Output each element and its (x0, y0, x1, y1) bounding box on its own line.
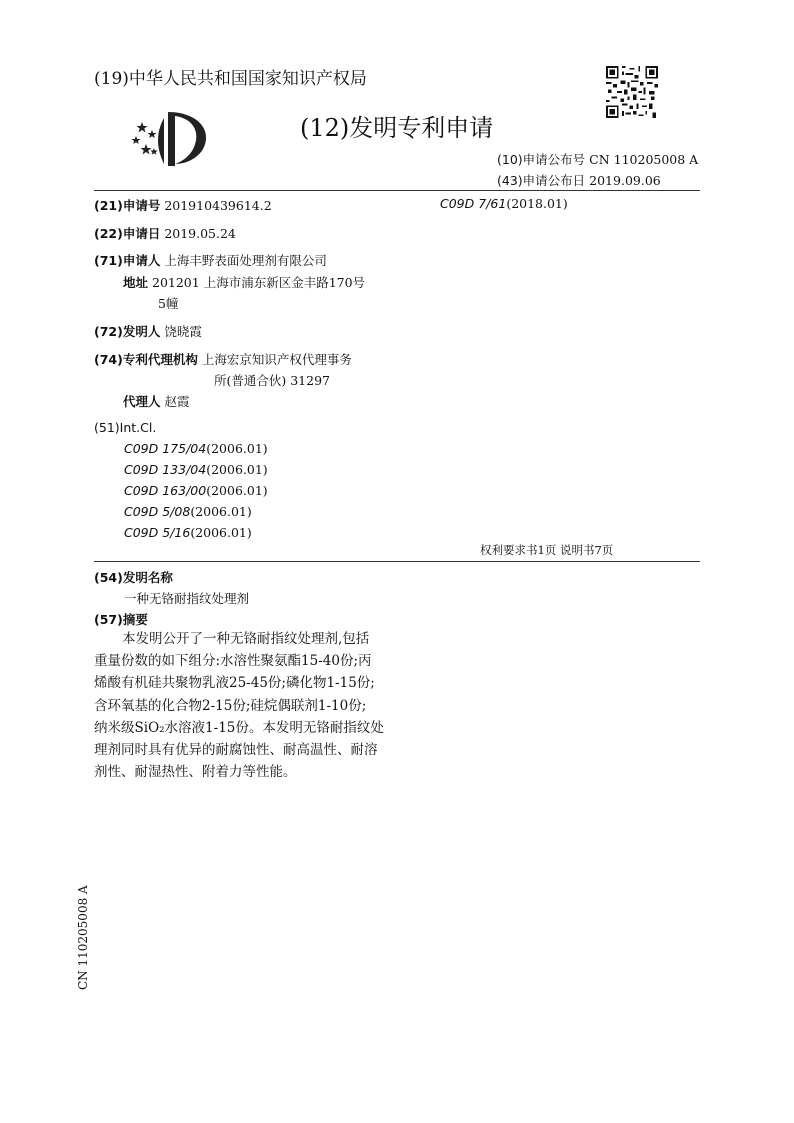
application-date (94, 224, 236, 242)
application-date-value: 2019.05.24 (164, 226, 236, 241)
main-classification-code: C09D 7/61 (440, 196, 507, 211)
agent (123, 392, 190, 410)
ipc-version: (2006.01) (206, 462, 268, 477)
ipc-item (124, 504, 252, 519)
address-line-1: 201201 上海市浦东新区金丰路170号 (152, 275, 366, 290)
application-number (94, 196, 272, 214)
patent-agency-label: (74)专利代理机构 (94, 352, 198, 367)
ipc-version: (2006.01) (190, 504, 252, 519)
invention-title: 一种无铬耐指纹处理剂 (124, 591, 250, 606)
address-label: 地址 (123, 275, 149, 290)
publication-date-label: (43)申请公布日 (497, 173, 586, 188)
applicant (94, 251, 327, 269)
ipc-item (124, 441, 268, 456)
application-number-label: (21)申请号 (94, 198, 161, 213)
applicant-label: (71)申请人 (94, 253, 161, 268)
cnipa-logo-icon (128, 108, 210, 170)
ipc-item (124, 483, 268, 498)
ipc-code: C09D 175/04 (124, 441, 207, 456)
inventor-label: (72)发明人 (94, 324, 161, 339)
abstract-line: 理剂同时具有优异的耐腐蚀性、耐高温性、耐溶 (94, 742, 378, 759)
title-label (94, 568, 173, 586)
abstract-line: 含环氧基的化合物2-15份;硅烷偶联剂1-10份; (94, 697, 367, 714)
ipc-code: C09D 5/08 (124, 504, 191, 519)
publication-date (497, 171, 661, 189)
ipc-item (124, 525, 252, 540)
publication-date-value: 2019.09.06 (589, 173, 661, 188)
address-line-2: 5幢 (158, 296, 179, 311)
ipc-code: C09D 163/00 (124, 483, 207, 498)
abstract-line: 重量份数的如下组分:水溶性聚氨酯15-40份;丙 (94, 653, 372, 670)
ipc-version: (2006.01) (206, 441, 268, 456)
applicant-value: 上海丰野表面处理剂有限公司 (164, 253, 327, 268)
qr-code-icon (606, 66, 658, 118)
abstract-label: (57)摘要 (94, 612, 148, 627)
invention-title-label: (54)发明名称 (94, 570, 173, 585)
abstract-heading (94, 610, 148, 628)
ipc-code: C09D 133/04 (124, 462, 207, 477)
int-cl-label: (51)Int.Cl. (94, 420, 157, 435)
inventor-value: 饶晓霞 (164, 324, 202, 339)
application-date-label: (22)申请日 (94, 226, 161, 241)
address (123, 273, 365, 291)
patent-agency-line-2: 所(普通合伙) 31297 (214, 373, 330, 388)
abstract-line: 剂性、耐湿热性、附着力等性能。 (94, 764, 297, 781)
publication-number (497, 150, 698, 168)
abstract-line: 本发明公开了一种无铬耐指纹处理剂,包括 (122, 631, 370, 647)
ipc-item (124, 462, 268, 477)
spine-publication-number: CN 110205008 A (76, 885, 90, 990)
ipc-code: C09D 5/16 (124, 525, 191, 540)
abstract-line: 纳米级SiO₂水溶液1-15份。本发明无铬耐指纹处 (94, 719, 384, 736)
publication-number-value: CN 110205008 A (589, 152, 699, 167)
agent-label: 代理人 (123, 394, 161, 409)
section-divider (94, 561, 700, 562)
main-classification (440, 196, 568, 211)
patent-agency (94, 350, 352, 368)
inventor (94, 322, 202, 340)
page-count: 权利要求书1页 说明书7页 (480, 543, 614, 557)
patent-agency-line-1: 上海宏京知识产权代理事务 (201, 352, 352, 367)
office-name: (19)中华人民共和国国家知识产权局 (94, 69, 367, 89)
header-divider (94, 190, 700, 191)
ipc-version: (2006.01) (206, 483, 268, 498)
publication-number-label: (10)申请公布号 (497, 152, 586, 167)
abstract-line: 烯酸有机硅共聚物乳液25-45份;磷化物1-15份; (94, 675, 375, 692)
agent-value: 赵霞 (164, 394, 190, 409)
main-classification-version: (2018.01) (506, 196, 568, 211)
document-type: (12)发明专利申请 (300, 114, 494, 142)
application-number-value: 201910439614.2 (164, 198, 272, 213)
ipc-version: (2006.01) (190, 525, 252, 540)
abstract-text (94, 628, 384, 783)
